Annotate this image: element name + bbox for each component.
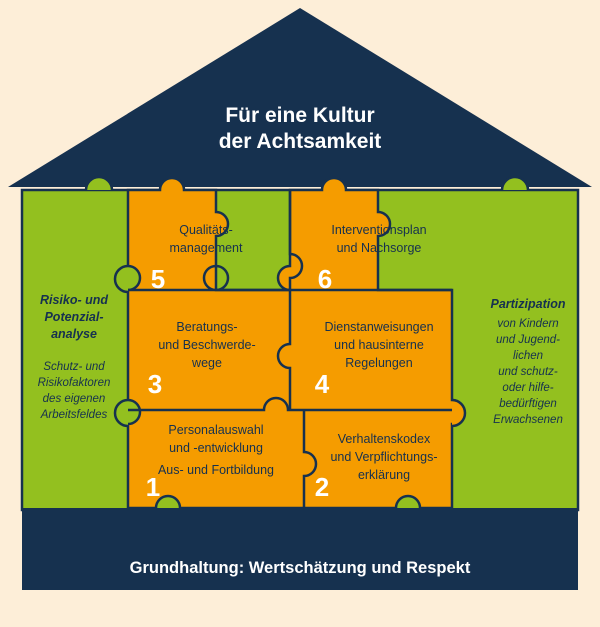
right-panel-body-line5: oder hilfe-	[502, 382, 554, 394]
piece-2-line2: und Verpflichtungs-	[330, 450, 438, 464]
piece-1-line3: Aus- und Fortbildung	[157, 463, 275, 477]
piece-4-line1: Dienstanweisungen	[324, 320, 434, 334]
piece-3-number: 3	[147, 369, 163, 399]
piece-1-number: 1	[145, 472, 161, 502]
left-panel-body-line3: des eigenen	[42, 393, 106, 405]
foundation-title: Grundhaltung: Wertschätzung und Respekt	[129, 559, 471, 577]
piece-2-number: 2	[314, 472, 330, 502]
right-panel-body-line2: und Jugend-	[496, 334, 560, 346]
right-panel-heading: Partizipation	[490, 297, 566, 311]
left-panel-heading-line3: analyse	[51, 327, 97, 341]
piece-6-number: 6	[317, 264, 333, 294]
right-panel-body-line6: bedürftigen	[499, 398, 557, 410]
left-panel-body-line1: Schutz- und	[43, 361, 105, 373]
piece-1-line1: Personalauswahl	[168, 423, 264, 437]
piece-6-line1: Interventionsplan	[331, 223, 427, 237]
piece-3-line1: Beratungs-	[176, 320, 238, 334]
left-panel-body-line4: Arbeitsfeldes	[40, 409, 108, 421]
piece-3-line2: und Beschwerde-	[158, 338, 256, 352]
piece-2-line3: erklärung	[357, 468, 411, 482]
right-panel-body-line4: und schutz-	[498, 366, 558, 378]
foundation-shape	[22, 508, 578, 590]
piece-4-line3: Regelungen	[345, 356, 413, 370]
left-panel-body-line2: Risikofaktoren	[37, 377, 111, 389]
piece-2-line1: Verhaltenskodex	[337, 432, 431, 446]
right-panel-body-line1: von Kindern	[497, 318, 559, 330]
left-panel-heading-line1: Risiko- und	[39, 293, 109, 307]
piece-6-line2: und Nachsorge	[336, 241, 422, 255]
roof-title-line1: Für eine Kultur	[225, 104, 375, 127]
piece-1-line2: und -entwicklung	[169, 441, 263, 455]
roof-title-line2: der Achtsamkeit	[218, 130, 382, 153]
right-panel-body-line3: lichen	[512, 350, 544, 362]
piece-3-line3: wege	[192, 356, 222, 370]
piece-5-line2: management	[169, 241, 243, 255]
piece-4-number: 4	[314, 369, 330, 399]
piece-5-line1: Qualitäts-	[179, 223, 233, 237]
right-panel-body-line7: Erwachsenen	[493, 414, 563, 426]
left-panel-heading-line2: Potenzial-	[44, 310, 104, 324]
roof-shape	[8, 8, 592, 187]
piece-5-number: 5	[150, 264, 166, 294]
piece-4-line2: und hausinterne	[334, 338, 424, 352]
